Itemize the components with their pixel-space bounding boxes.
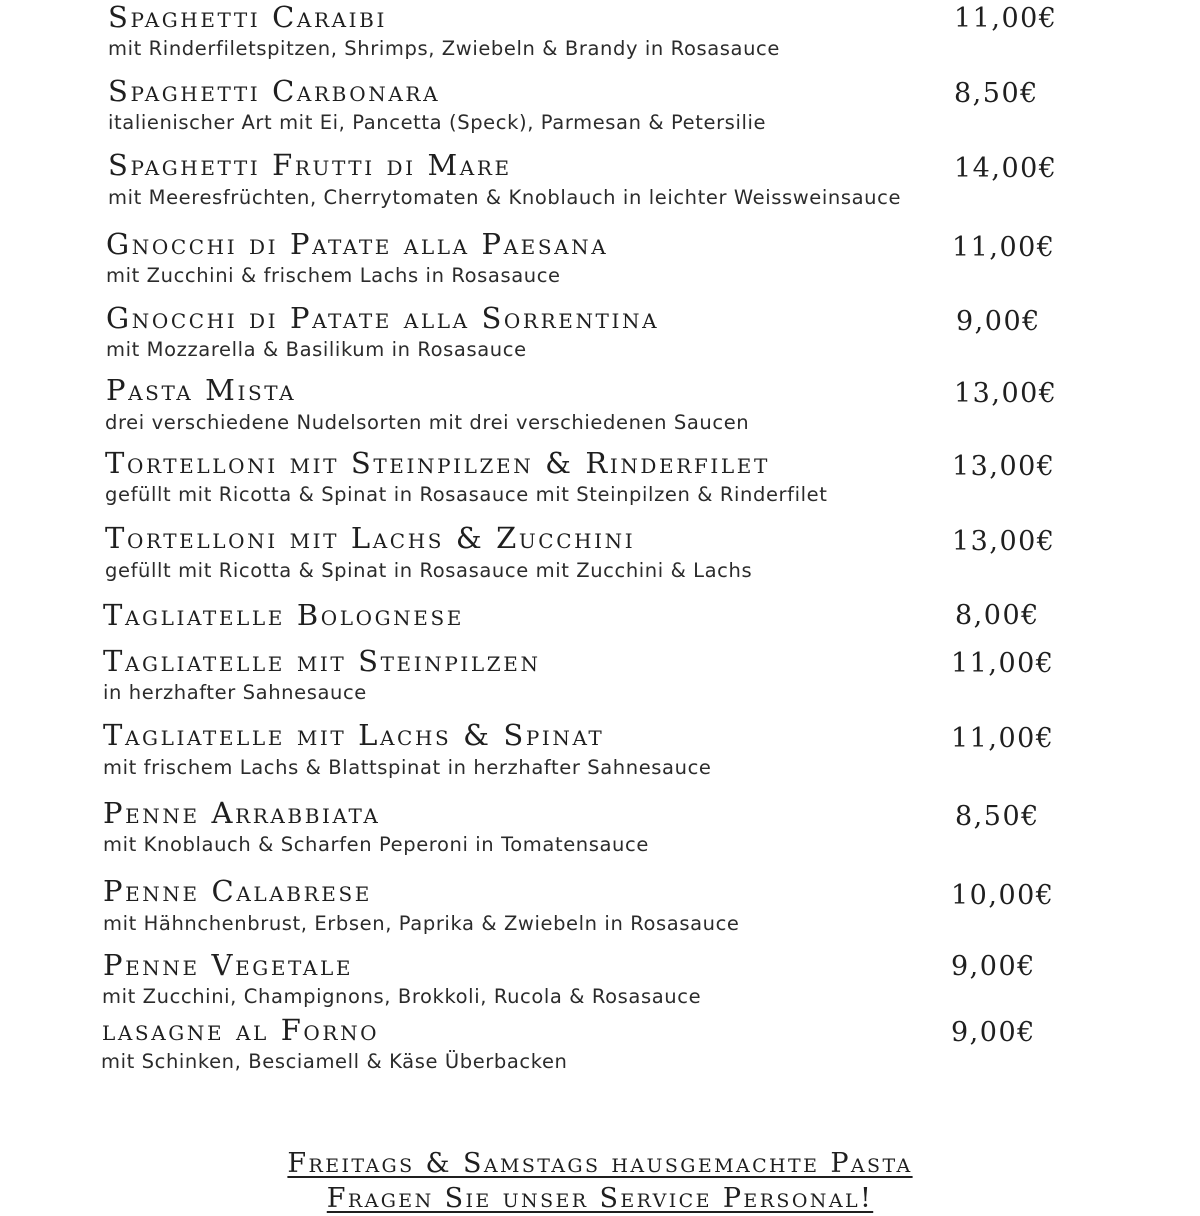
dish-name: Penne Calabrese [103,874,372,908]
dish-price: 11,00€ [951,723,1055,754]
dish-name: Tortelloni mit Steinpilzen & Rinderfilet [105,446,770,480]
dish-price: 9,00€ [956,306,1041,337]
dish-description: mit Meeresfrüchten, Cherrytomaten & Knoblauch in leichter Weissweinsauce [108,186,902,209]
dish-price: 9,00€ [951,1017,1036,1048]
dish-name: Spaghetti Caraibi [108,0,387,34]
dish-name: Gnocchi di Patate alla Paesana [106,227,609,261]
dish-price: 11,00€ [952,232,1056,263]
dish-name: Spaghetti Frutti di Mare [108,148,512,182]
dish-description: mit Zucchini & frischem Lachs in Rosasauce [106,264,561,287]
dish-description: in herzhafter Sahnesauce [103,681,367,704]
dish-price: 9,00€ [951,951,1036,982]
dish-name: Gnocchi di Patate alla Sorrentina [106,301,660,335]
footer-line-ask-staff: Fragen Sie unser Service Personal! [326,1183,874,1214]
dish-price: 10,00€ [951,880,1055,911]
dish-price: 8,50€ [955,801,1040,832]
dish-price: 8,00€ [955,600,1040,631]
dish-name: Tortelloni mit Lachs & Zucchini [105,521,636,555]
dish-description: mit frischem Lachs & Blattspinat in herzhafter Sahnesauce [103,756,712,779]
dish-description: drei verschiedene Nudelsorten mit drei verschiedenen Saucen [105,411,750,434]
dish-description: mit Zucchini, Champignons, Brokkoli, Rucola & Rosasauce [102,985,702,1008]
dish-name: Spaghetti Carbonara [108,74,441,108]
dish-price: 13,00€ [952,451,1056,482]
dish-name: Tagliatelle Bolognese [103,598,464,632]
dish-name: Penne Arrabbiata [103,796,381,830]
dish-description: mit Hähnchenbrust, Erbsen, Paprika & Zwiebeln in Rosasauce [103,912,740,935]
dish-price: 13,00€ [954,378,1058,409]
dish-name: Pasta Mista [106,373,297,407]
dish-price: 13,00€ [952,526,1056,557]
dish-name: Penne Vegetale [103,948,354,982]
footer-line-homemade-pasta: Freitags & Samstags hausgemachte Pasta [287,1148,913,1179]
dish-description: mit Mozzarella & Basilikum in Rosasauce [106,338,527,361]
dish-description: mit Schinken, Besciamell & Käse Überbacken [101,1050,568,1073]
dish-name: Tagliatelle mit Steinpilzen [103,644,541,678]
dish-description: gefüllt mit Ricotta & Spinat in Rosasauce mit Steinpilzen & Rinderfilet [105,483,828,506]
dish-name: Tagliatelle mit Lachs & Spinat [103,718,605,752]
dish-description: mit Knoblauch & Scharfen Peperoni in Tomatensauce [103,833,649,856]
dish-price: 14,00€ [954,153,1058,184]
dish-name: lasagne al Forno [102,1013,380,1047]
dish-description: gefüllt mit Ricotta & Spinat in Rosasauce mit Zucchini & Lachs [105,559,753,582]
dish-price: 11,00€ [954,3,1058,34]
dish-price: 8,50€ [954,78,1039,109]
dish-price: 11,00€ [951,648,1055,679]
dish-description: italienischer Art mit Ei, Pancetta (Speck), Parmesan & Petersilie [108,111,767,134]
dish-description: mit Rinderfiletspitzen, Shrimps, Zwiebeln & Brandy in Rosasauce [108,37,780,60]
